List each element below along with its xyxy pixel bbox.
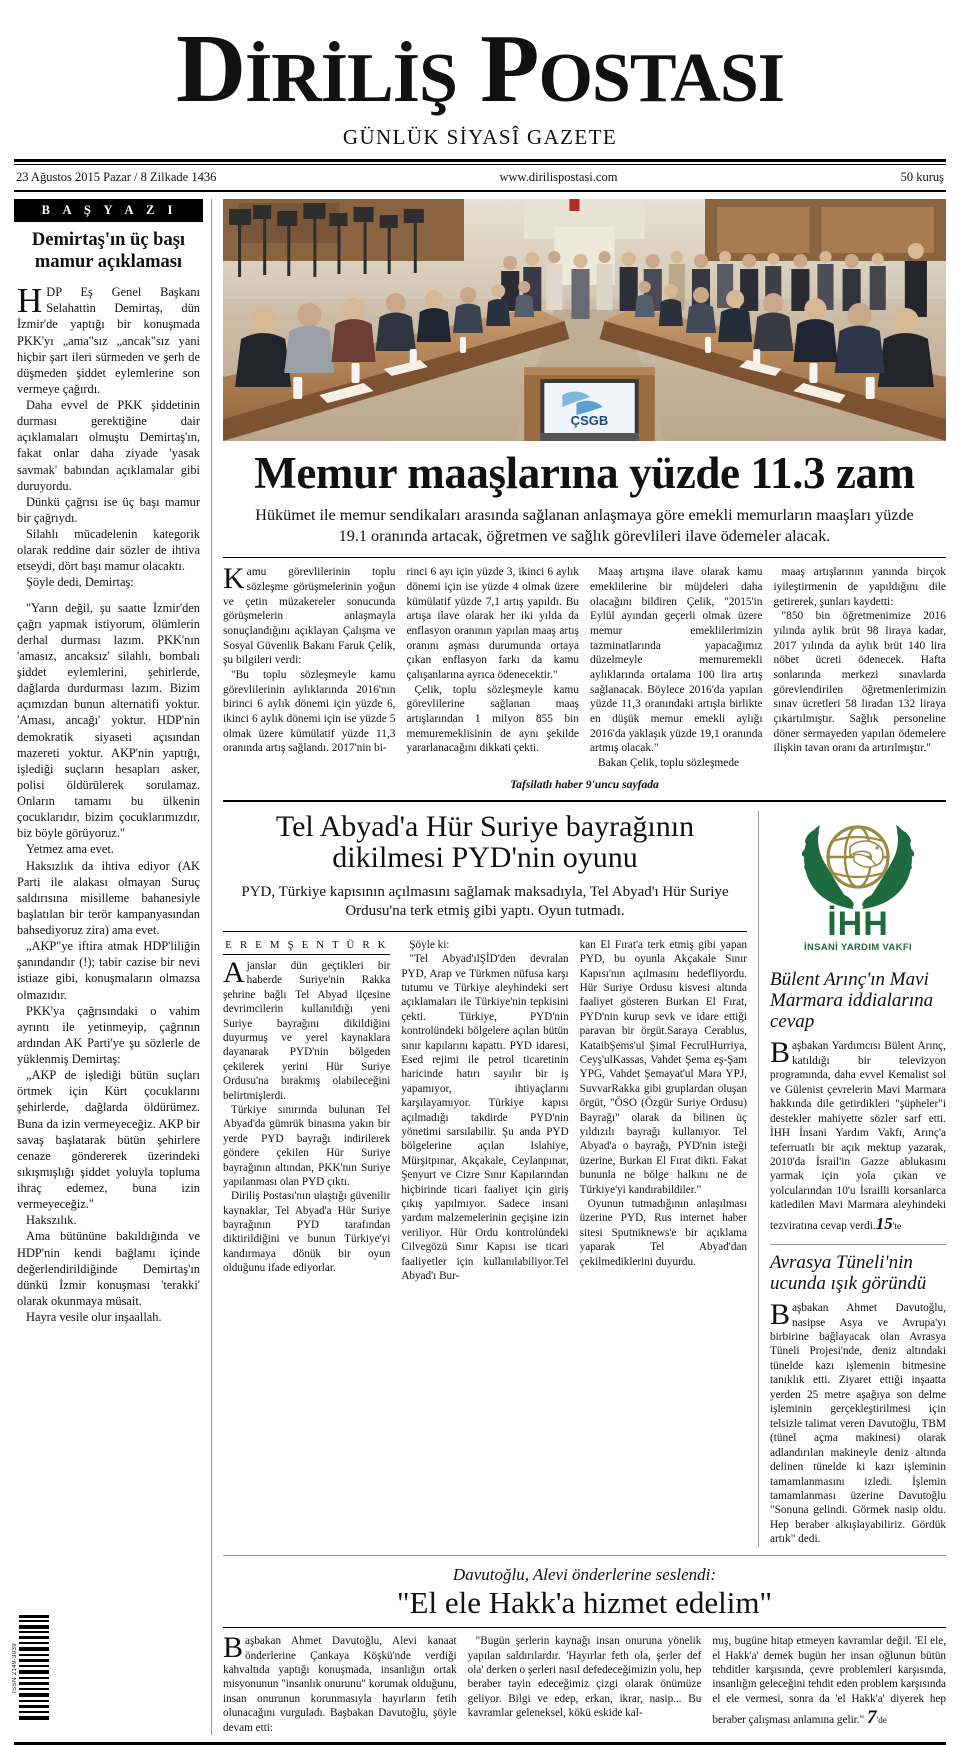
story2-dropcap: A — [223, 956, 245, 990]
sidebar-tunnel-headline: Avrasya Tüneli'nin ucunda ışık göründü — [770, 1251, 927, 1294]
sidebar-divider — [770, 1244, 946, 1245]
barcode-icon — [19, 1613, 53, 1723]
editorial-paragraph: „AKP de işlediği bütün suçları örtmek için Kürt çocuklarını şehirlerde, dağlarda öldürümez. Buna da izin vermeyeceğiz. AKP bir savaş başlatarak bütün şehirlere cenaze göndererek üzerindeki sıkışmışlığı şiddet yoluyla topluma ihraç edemez, buna izin vermeyeceğiz." — [17, 1068, 200, 1212]
lead-c2-p1: rinci 6 ayı için yüzde 3, ikinci 6 aylık dönemi için ise yüzde 4 olmak üzere kümülatif yüzde 7,1 artış yapıldı. Bu artışa ilave olarak her iki yılda da enflasyon oranının yapılan maaş artış oranını aşması durumunda ortaya çıkan enflasyon farkı da kamu çalışanlarına ayrıca ödenecektir." — [406, 566, 579, 681]
barcode — [12, 1613, 58, 1723]
story2-rule — [223, 931, 747, 932]
lead-headline: Memur maaşlarına yüzde 11.3 zam — [254, 448, 915, 499]
newspaper-title — [14, 15, 946, 122]
lead-c1-p1: amu görevlilerinin toplu sözleşme görüşmelerinin yoğun ve çetin müzakereler sonucunda görüşmelerin anlaşmayla sonuçlandığını açıklayan Çalışma ve Sosyal Güvenlik Bakanı Faruk Çelik, şu bilgileri verdi: — [223, 566, 396, 667]
masthead-subtitle: GÜNLÜK SİYASÎ GAZETE — [342, 125, 618, 150]
sidebar-ihh-pageref[interactable]: 15 — [875, 1213, 893, 1233]
story3-pageref-suffix: 'de — [876, 1716, 887, 1727]
sidebar-ihh-text: aşbakan Yardımcısı Bülent Arınç, katıldığı bir televizyon programında, daha evvel Kemalist sol ve Gülenist çevrelerin Mavi Marmara hakkında dile getirdikleri "şüpheler"i destekler mahiyette sözler sarf etti. İHH İnsani Yardım Vakfı, Arınç'a teferruatlı bir açık mektup yazarak, 2010'da İsrail'in Gazze ablukasını yarmak için yola çıkan ve yolcularından 10'u İsrailli korsanlarca katledilen Mavi Marmara aleyhindeki tezviratına cevap verdi. — [770, 1040, 946, 1232]
story3-col-3 — [712, 1634, 946, 1735]
lead-col-4 — [774, 565, 947, 770]
story3-columns — [223, 1631, 947, 1735]
sidebar-ihh-body — [770, 1036, 946, 1234]
lead-col-3 — [590, 565, 763, 770]
story3-kicker: Davutoğlu, Alevi önderlerine seslendi: — [452, 1564, 717, 1584]
lead-col-2 — [407, 565, 580, 770]
editorial-paragraph: PKK'ya çağrısındaki o vahim ayrıntı ile yetinmeyip, çağrının ardından AK Parti'ye şu sözlerle de yüklenmiş Demirtaş: — [17, 1003, 200, 1067]
lead-rule — [223, 557, 946, 558]
editorial-body — [14, 281, 203, 1325]
editorial-paragraph — [17, 281, 200, 397]
sidebar-ihh-pageref-suffix: 'te — [892, 1221, 902, 1232]
story3 — [223, 1555, 946, 1735]
lead-deck: Hükümet ile memur sendikaları arasında sağlanan anlaşmaya göre emekli memurların maaşları yüzde 19.1 oranında artacak, öğretmen ve sağlık görevlileri ilave ödemeler alacak. — [255, 506, 914, 545]
story3-c3-text: mış, bugüne hitap etmeyen kavramlar değil. 'El ele, el Hakk'a' demek bugün her insan oğlunun bütün tehditler karşısında, çevre problemleri karşısında, insanlığın geleceğini tehdit eden problem karşısında el ele vermesi, sonra da 'el Hakk'a' diyerek hep beraber çalışması anlamına gelir." — [712, 1635, 947, 1727]
story2-c1-p3: Diriliş Postası'nın ulaştığı güvenilir kaynaklar, Tel Abyad'a Hür Suriye bayrağının PYD tarafından diktirildiğini ve bunun Türkiye'yi kandırmaya dönük bir oyun olduğunu ifade ediyorlar. — [223, 1190, 391, 1275]
editorial-paragraph: Daha evvel de PKK şiddetinin durması gerektiğine dair açıklamaları olmuştu Demirtaş'ın, fakat onlar daha ziyade 'yasak savmak' babından açıklamalar gibi duruyordu. — [17, 398, 200, 493]
story2-c1-p1: janslar dün geçtikleri bir haberde Suriye'nin Rakka şehrine bağlı Tel Abyad ilçesine devrimcilerin kullanıldığı yeni Suriye bayrağını dikildiğini duyurmuş ve yerel kaynaklara dayanarak PYD'nin bölgeden çekilerek yerini Hür Suriye Ordusu'na bırakmış olabileceğini belirtmişlerdi. — [223, 960, 391, 1102]
lead-dropcap: K — [223, 562, 245, 596]
main-content-grid — [14, 199, 946, 1735]
story2-col-2 — [401, 938, 568, 1283]
title-p: P — [480, 15, 539, 122]
sidebar-ihh-dropcap: B — [770, 1036, 791, 1070]
story2-col-3 — [580, 938, 747, 1283]
sidebar-ihh-headline: Bülent Arınç'ın Mavi Marmara iddialarına cevap — [770, 968, 934, 1033]
price-label: 50 kuruş — [900, 170, 944, 185]
ihh-foundation-logo-icon — [792, 813, 924, 963]
story3-top-rule — [223, 1555, 946, 1556]
issn-label: ISSN 2149-3039 — [12, 1643, 18, 1694]
story3-dropcap: B — [223, 1631, 244, 1665]
lead-c2-p2: Çelik, toplu sözleşmeyle kamu görevlilerine sağlanan maaş artışlarından 1 milyon 855 bin memuremeklisinin de aynı şekilde yararlanacağını dikkati çekti. — [406, 683, 579, 755]
main-column — [212, 199, 946, 1735]
svg-text:İHH: İHH — [827, 904, 889, 943]
editorial-paragraph: Silahlı mücadelenin kategorik olarak reddine dair sözler de ihtiva etseydi, dört başı mamur olacaktı. — [17, 527, 200, 574]
sidebar-tunnel-dropcap: B — [770, 1298, 791, 1332]
story2-c2-p1: Şöyle ki: — [409, 938, 450, 951]
story3-col-1 — [223, 1631, 457, 1735]
story2-c3-p1: kan El Fırat'a terk etmiş gibi yapan PYD, bu oyunla Akçakale Sınır Kapısı'nın açılmasını hedefliyordu. Hür Suriye Ordusu kisvesi altında faaliyet gösteren Burkan El Fırat, PYD'nin kurup sevk ve idare ettiği paravan bir örgüt.Saraya Cerablus, KataibŞems'ul Şimal FecrulHurriya, Ceyş'ulKassas, Vahdet Şema eş-Şam YPG, Vahdet Şemayat'ul Mara YPJ, SuvvarRakka gibi gruplardan oluşan örgüt, "ÖSO (Özgür Suriye Ordusu) Bayrağı" olarak da bilinen üç yıldızılı bayrağı kullanıyor. Tel Abyad'a o bayrağı, PYD'nin isteği üzerine, Burkan El Fırat dikti. Fakat bununla ne bölge halkını ne de Türkiye'yi kandırabildiler." — [579, 938, 747, 1196]
story2-c3-p2: Oyunun tutmadığının anlaşılması üzerine PYD, Rus internet haber sitesi Sputniknews'e bir açıklama yaparak Tel Abyad'dan çekilmediklerini duyurdu. — [579, 1197, 747, 1268]
editorial-section-label: B A Ş Y A Z I — [14, 199, 203, 222]
editorial-paragraph: "Yarın değil, şu saatte İzmir'den çağrı yapmak istiyorum, ölümlerin derhal durması lazım. PKK'nın 'amasız, ancaksız' silahlı, bombalı şiddet eylemlerini, şehirlerde, dağlarda durdurması lazım. Bizim açımızdan bunun alternatifi yoktur. 'Aması, ancağı' yoktur. HDP'nin demokratik siyaseti açısından mazereti yoktur. AKP'nin yaptığı, işlediği suçların hesapları asker, polisi öldürülerek sorulamaz. Onların tamamı bu ülkenin çocuklarıdır, bizim çocuklarımızdır, biz böyle görüyoruz." — [17, 600, 200, 841]
lead-col-1 — [223, 562, 396, 770]
story3-c2-p1: "Bugün şerlerin kaynağı insan onuruna yönelik yapılan saldırılardır. 'Hayırlar feth ola, şerler def ola' derken o şerleri nasıl defedeceğimizin yolu, hep beraber tayin edeceğimiz çizgi olarak önümüze geliyor. Bilgi ve edep, erkan, ikrar, nasip... Bu kavramlar geleneksel, kökü eskide kal- — [467, 1635, 702, 1720]
story2-c2-p2: "Tel Abyad'ılŞİD'den devralan PYD, Arap ve Türkmen nüfusa karşı tutumu ve Türkiye aleyhindeki sert açıklamaları ile Türkiye'nin tepkisini çekti. Türkiye, PYD'nin kontrolündeki bölgelere açılan bütün sınır kapılarını kapattı. PYD idaresi, Esed rejimi ile petrol ticaretinin haricinde hatırı sayılır bir iş yapamıyor, ihtiyaçlarını karşılayamıyor. Türkiye kapısı açılmadığı takdirde PYD'nin yönetimi sarsılabilir. Şu anda PYD bölgelerine açılan Islahiye, Mürşitpınar, Akçakale, Ceylanpınar, Şenyurt ve Cizre Sınır Kapılarından hiçbirinde ticari faaliyet için giriş çıkış yapılmıyor. Sadece insani yardım malzemelerinin geçişine izin veriliyor. Hür Ordu kontrolündeki Cilvegözü Sınır Kapısı ise ticari faaliyetler için kullanılabiliyor.Tel Abyad'ı Bur- — [401, 953, 569, 1282]
story3-rule — [223, 1627, 946, 1628]
editorial-paragraph: Dünkü çağrısı ise üç başı mamur bir çağrıydı. — [17, 494, 200, 525]
sidebar-tunnel-body — [770, 1298, 946, 1547]
lead-c4-p2: "850 bin öğretmenimize 2016 yılında aylık brüt 98 liraya kadar, 2017 yılında da aylık brüt 140 lira nöbet ücreti ödenecek. Hafta sonlarında merkezi sınavlarda görevlendirilen öğretmenlerimizin sınav ücretleri 58 liradan 132 liraya çıkartılmıştır. Sağlık personeline döner sermayeden yapılan ödemelere ilişkin tavan oranı da artırılmıştır." — [773, 610, 946, 755]
story2-headline: Tel Abyad'a Hür Suriye bayrağının dikilmesi PYD'nin oyunu — [275, 809, 695, 875]
right-sidebar — [758, 811, 946, 1547]
lead-c1-p2: "Bu toplu sözleşmeyle kamu görevlilerinin aylıklarında 2016'nın birinci 6 aylık dönemi için yüzde 6, ikinci 6 aylık dönemi için ise yüzde 5 olmak üzere kümülatif yüzde 11,3 oranında artış sağlandı. 2017'nin bi- — [223, 668, 396, 755]
title-d: D — [175, 15, 246, 122]
publication-date: 23 Ağustos 2015 Pazar / 8 Zilkade 1436 — [16, 170, 217, 185]
lead-photo — [223, 199, 946, 441]
editorial-paragraph: „AKP"ye iftira atmak HDP'liliğin şanındandır (!); tabir cazise bir nevi istiaze gibi, konuşmaların olmazsa olmazıdır. — [17, 939, 200, 1002]
svg-text:İNSANİ YARDIM VAKFI: İNSANİ YARDIM VAKFI — [804, 940, 912, 952]
editorial-column — [14, 199, 212, 1735]
story2 — [223, 811, 758, 1547]
sidebar-tunnel-text: aşbakan Ahmet Davutoğlu, nasipse Asya ve Avrupa'yı birbirine bağlayacak olan Avrasya Tüneli Projesi'nde, deniz altındaki tünelde kazı işlemenin bitmesine tanıklık etti. Ziyaret ettiği inşaatta yerden 25 metre aşağıya son delme işleminin gerçekleştirilmesi için telsizle talimat veren Davutoğlu, TBM (tünel açma makinesi) olarak adlandırılan makineyle deniz altında delinen tünelde ki kazı işleminin tamamlanmasını izledi. İşlemin tamamlanması üzerine Davutoğlu "Sonuna gelindi. Görmek nasip oldu. Hep beraber alkışlayabiliriz. Gördük artık" dedi. — [770, 1302, 946, 1546]
editorial-paragraph: Yetmez ama evet. — [26, 842, 114, 857]
dateline-rule — [14, 190, 946, 192]
lead-story-columns — [223, 562, 946, 770]
lead-c3-p1: Maaş artışına ilave olarak kamu emeklilerine bir müjdeleri daha olacağını bildiren Çelik, "2015'in Eylül ayından geçerli olmak üzere memur emeklilerimizin tazminatlarında yapacağımız düzelmeyle memuremekli aylıklarında ortalama 100 lira artış sağlanacak. Böylece 2016'da yapılan yüzde 11,3 oranındaki artışla birlikte en düşük memur emekli aylığı 2016'da yaklaşık yüzde 19,1 oranında artmış olacak." — [590, 566, 763, 755]
story2-c1-p2: Türkiye sınırında bulunan Tel Abyad'da gümrük binasına yakın bir yerde PYD bayrağı indirilerek göndere çekilen Hür Suriye bayrağının altından, PKK'nın Suriye yapılanması olan PYD çıktı. — [223, 1103, 391, 1188]
editorial-title: Demirtaş'ın üç başı mamur açıklaması — [31, 230, 186, 272]
story3-col-2 — [468, 1634, 702, 1735]
story3-c1-p1: aşbakan Ahmet Davutoğlu, Alevi kanaat önderlerine Çankaya Köşkü'nde verdiği kahvaltıda yaptığı konuşmada, insanlığın ortak misyonunun "insanlık onurunu" korumak olduğunu, insan onurunun korunmasıyla hayırların fetih olunacağını vurguladı. Başbakan Davutoğlu, şöyle devam etti: — [223, 1635, 457, 1734]
editorial-paragraph: Haksızlık da ihtiva ediyor (AK Parti ile alakası olmayan Suruç saldırısına misilleme bahanesiyle başlatılan bir terör kampanyasından bahsediyoruz zira) ama evet. — [17, 858, 200, 938]
title-ostasi: OSTASI — [538, 40, 785, 117]
story2-columns — [223, 938, 747, 1283]
editorial-paragraph: Hakszılık. — [26, 1213, 77, 1228]
website-url[interactable]: www.dirilispostasi.com — [499, 170, 618, 185]
story2-deck: PYD, Türkiye kapısının açılmasını sağlamak maksadıyla, Tel Abyad'ı Hür Suriye Ordusu'na terk etmiş gibi yaptı. Oyun tutmadı. — [241, 884, 729, 920]
lead-c4-p1: maaş artışlarının yanında birçok iyileştirmenin de yapıldığını dile getirerek, şunları kaydetti: — [773, 566, 946, 608]
story3-c3-p1 — [712, 1634, 946, 1730]
story2-byline: E R E M Ş E N T Ü R K — [223, 938, 390, 955]
editorial-paragraph: Ama bütününe bakıldığında ve HDP'nin kendi bağlamı içinde değerlendirildiğinde Demirtaş'ın dünkü İzmir konuşması 'terakki' olarak okunmaya müsait. — [17, 1229, 200, 1308]
masthead-rule-thick — [14, 159, 946, 162]
lead-footnote[interactable]: Tafsilatlı haber 9'uncu sayfada — [510, 777, 659, 791]
lead-c3-p2: Bakan Çelik, toplu sözleşmede — [598, 756, 740, 769]
dateline — [14, 165, 946, 190]
editorial-paragraph: Hayra vesile olur inşaallah. — [26, 1310, 162, 1325]
section2-top-rule — [223, 800, 946, 802]
title-irilis: İRİLİŞ — [245, 40, 457, 117]
editorial-dropcap: H — [17, 281, 43, 321]
section2 — [223, 811, 946, 1547]
svg-text:ÇSGB: ÇSGB — [570, 413, 609, 429]
masthead — [14, 10, 946, 150]
story2-col-1 — [223, 938, 390, 1283]
story3-headline: "El ele Hakk'a hizmet edelim" — [396, 1584, 773, 1620]
conference-room-photo — [223, 199, 946, 441]
story3-pageref[interactable]: 7 — [866, 1707, 877, 1729]
editorial-paragraph: Şöyle dedi, Demirtaş: — [26, 575, 134, 590]
editorial-p1: DP Eş Genel Başkanı Selahattin Demirtaş, dün İzmir'de yaptığı bir konuşmada PKK'yı „ama"sız „ancak"sız yani hiçbir şart ileri sürmeden ve şerh de düşmeden şiddet eylemlerine son vermeye çağırdı. — [17, 285, 200, 396]
ihh-logo — [792, 813, 924, 963]
